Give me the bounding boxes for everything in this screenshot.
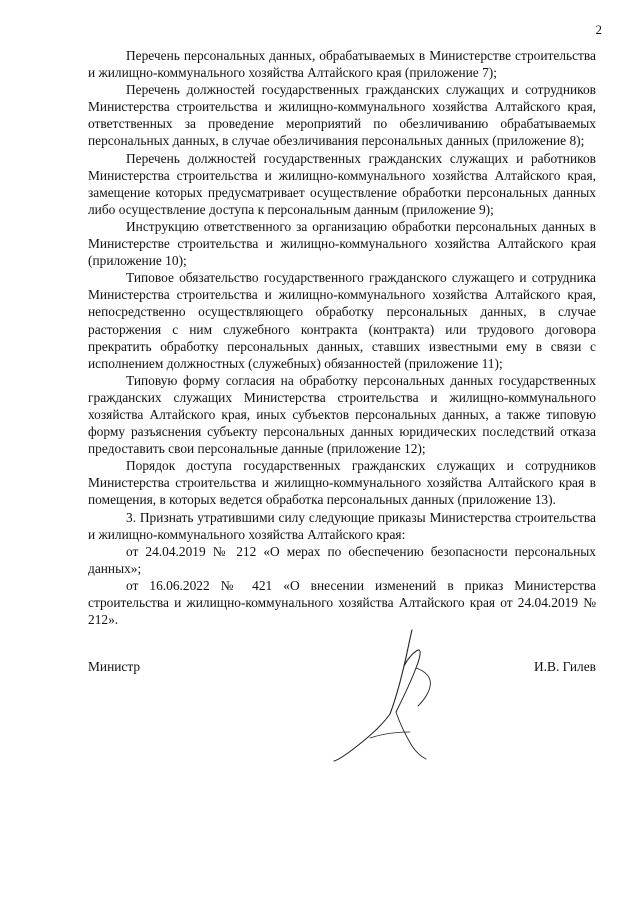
- paragraph-appendix-13: Порядок доступа государственных гражданских служащих и сотрудников Министерства строительства и жилищно-коммунального хозяйства Алтайского края в помещения, в которых ведется обработка персональных данных (приложение 13).: [88, 458, 596, 508]
- signer-position: Министр: [88, 659, 141, 674]
- document-body: [88, 47, 596, 628]
- handwritten-signature: [330, 628, 440, 763]
- page-number: 2: [595, 22, 602, 37]
- paragraph-repealed-order-421: от 16.06.2022 № 421 «О внесении изменений в приказ Министерства строительства и жилищно-коммунального хозяйства Алтайского края от 24.04.2019 № 212».: [88, 577, 596, 628]
- paragraph-appendix-8: Перечень должностей государственных гражданских служащих и сотрудников Министерства строительства и жилищно-коммунального хозяйства Алтайского края, ответственных за проведение мероприятий по обезличиванию обрабатываемых персональных данных, в случае обезличивания персональных данных (приложение 8);: [88, 82, 596, 149]
- paragraph-appendix-12: Типовую форму согласия на обработку персональных данных государственных гражданских служащих Министерства строительства и жилищно-коммунального хозяйства Алтайского края, иных субъектов персональных данных, а также типовую форму разъяснения субъекту персональных данных юридических последствий отказа предоставить свои персональные данные (приложение 12);: [88, 372, 596, 457]
- paragraph-appendix-11: Типовое обязательство государственного гражданского служащего и сотрудника Министерства строительства и жилищно-коммунального хозяйства Алтайского края, непосредственно осуществляющего обработку персональных данных, в случае расторжения с ним служебного контракта (контракта) или трудового договора прекратить обработку персональных данных, ставших известными ему в связи с исполнением должностных (служебных) обязанностей (приложение 11);: [88, 270, 596, 371]
- paragraph-appendix-9: Перечень должностей государственных гражданских служащих и работников Министерства строительства и жилищно-коммунального хозяйства Алтайского края, замещение которых предусматривает осуществление обработки персональных данных либо осуществление доступа к персональным данным (приложение 9);: [88, 150, 596, 217]
- paragraph-appendix-10: Инструкцию ответственного за организацию обработки персональных данных в Министерстве строительства и жилищно-коммунального хозяйства Алтайского края (приложение 10);: [88, 218, 596, 269]
- paragraph-repealed-order-212: от 24.04.2019 № 212 «О мерах по обеспечению безопасности персональных данных»;: [88, 543, 596, 576]
- signer-name: И.В. Гилев: [534, 659, 596, 674]
- paragraph-item-3: 3. Признать утратившими силу следующие приказы Министерства строительства и жилищно-коммунального хозяйства Алтайского края:: [88, 509, 596, 542]
- paragraph-appendix-7: Перечень персональных данных, обрабатываемых в Министерстве строительства и жилищно-коммунального хозяйства Алтайского края (приложение 7);: [88, 48, 596, 81]
